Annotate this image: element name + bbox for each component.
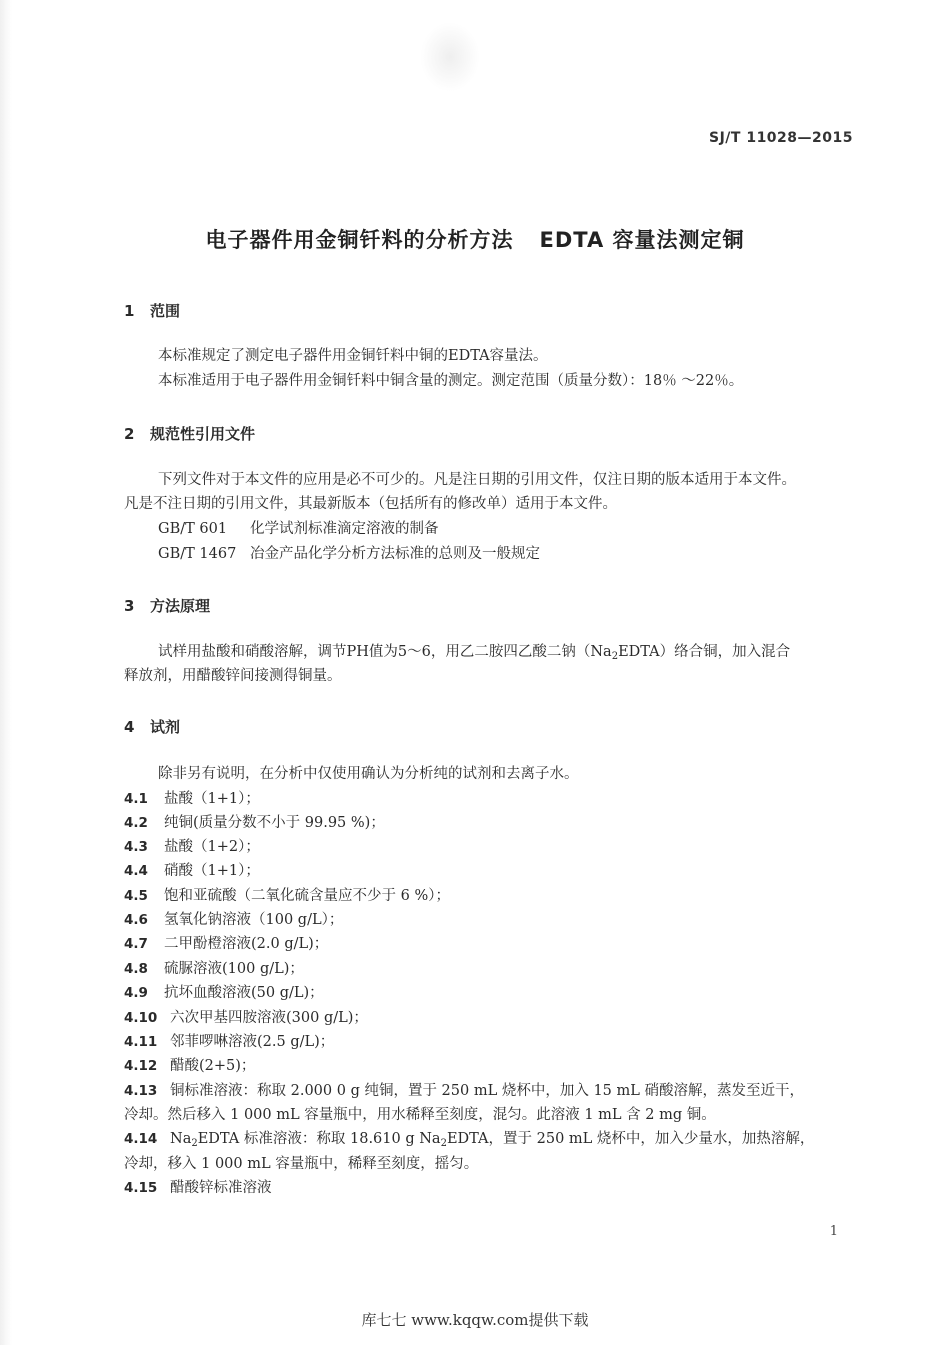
- section-2-heading: 2 规范性引用文件: [124, 425, 256, 443]
- section-3-heading: 3 方法原理: [124, 597, 211, 615]
- reagent-item: 4.7 二甲酚橙溶液(2.0 g/L)；: [124, 936, 329, 952]
- section-2-para-line-2: 凡是不注日期的引用文件，其最新版本（包括所有的修改单）适用于本文件。: [124, 496, 617, 512]
- reagent-item: 4.6 氢氧化钠溶液（100 g/L）；: [124, 912, 344, 928]
- section-1-para-2: 本标准适用于电子器件用金铜钎料中铜含量的测定。测定范围（质量分数）：18％ ～22％。: [158, 373, 744, 389]
- reagent-item-13-line-1: 4.13 铜标准溶液：称取 2.000 0 g 纯铜，置于 250 mL 烧杯中，加入 15 mL 硝酸溶解，蒸发至近干，: [124, 1083, 804, 1099]
- reagent-item: 4.15 醋酸锌标准溶液: [124, 1180, 272, 1196]
- reference-item: GB/T 1467 冶金产品化学分析方法标准的总则及一般规定: [158, 546, 540, 562]
- scan-smudge: [420, 22, 480, 92]
- reagent-item: 4.5 饱和亚硫酸（二氧化硫含量应不少于 6 %）；: [124, 888, 450, 904]
- reagent-item-14-line-2: 冷却，移入 1 000 mL 容量瓶中，稀释至刻度，摇匀。: [124, 1156, 479, 1172]
- title-main: 电子器件用金铜钎料的分析方法: [205, 228, 514, 252]
- standard-code: SJ/T 11028—2015: [709, 130, 853, 146]
- title-sub: EDTA 容量法测定铜: [539, 228, 745, 252]
- section-2-para-line-1: 下列文件对于本文件的应用是必不可少的。凡是注日期的引用文件，仅注日期的版本适用于本文件。: [158, 472, 796, 488]
- download-footer: 库七七 www.kqqw.com提供下载: [361, 1311, 589, 1329]
- reagent-item: 4.2 纯铜(质量分数不小于 99.95 %)；: [124, 815, 385, 831]
- section-4-intro: 除非另有说明，在分析中仅使用确认为分析纯的试剂和去离子水。: [158, 766, 579, 782]
- reagent-item-13-line-2: 冷却。然后移入 1 000 mL 容量瓶中，用水稀释至刻度，混匀。此溶液 1 mL 含 2 mg 铜。: [124, 1107, 716, 1123]
- reagent-item: 4.4 硝酸（1+1）；: [124, 863, 260, 879]
- section-4-heading: 4 试剂: [124, 718, 181, 736]
- section-1-para-1: 本标准规定了测定电子器件用金铜钎料中铜的EDTA容量法。: [158, 348, 548, 364]
- reagent-item: 4.9 抗坏血酸溶液(50 g/L)；: [124, 985, 324, 1001]
- page-number: 1: [829, 1224, 838, 1239]
- reagent-item: 4.10 六次甲基四胺溶液(300 g/L)；: [124, 1010, 368, 1026]
- document-title: [0, 224, 950, 254]
- scan-edge-shadow: [0, 0, 12, 1345]
- reagent-item: 4.12 醋酸(2+5)；: [124, 1058, 256, 1074]
- reference-item: GB/T 601 化学试剂标准滴定溶液的制备: [158, 521, 439, 537]
- section-1-heading: 1 范围: [124, 302, 181, 320]
- reagent-item-14-line-1: 4.14 $Na_2EDTA$ 标准溶液：称取 18.610 g $Na_2EDTA$，置于 250 mL 烧杯中，加入少量水，加热溶解，: [124, 1131, 815, 1149]
- reagent-item: 4.3 盐酸（1+2）；: [124, 839, 260, 855]
- reagent-item: 4.11 邻菲啰啉溶液(2.5 g/L)；: [124, 1034, 335, 1050]
- section-3-para-line-1: 试样用盐酸和硝酸溶解，调节PH值为5～6，用乙二胺四乙酸二钠$(Na_2EDTA)$络合铜，加入混合: [158, 644, 791, 662]
- reagent-item: 4.8 硫脲溶液(100 g/L)；: [124, 961, 304, 977]
- section-3-para-line-2: 释放剂，用醋酸锌间接测得铜量。: [124, 668, 342, 684]
- reagent-item: 4.1 盐酸（1+1）；: [124, 791, 260, 807]
